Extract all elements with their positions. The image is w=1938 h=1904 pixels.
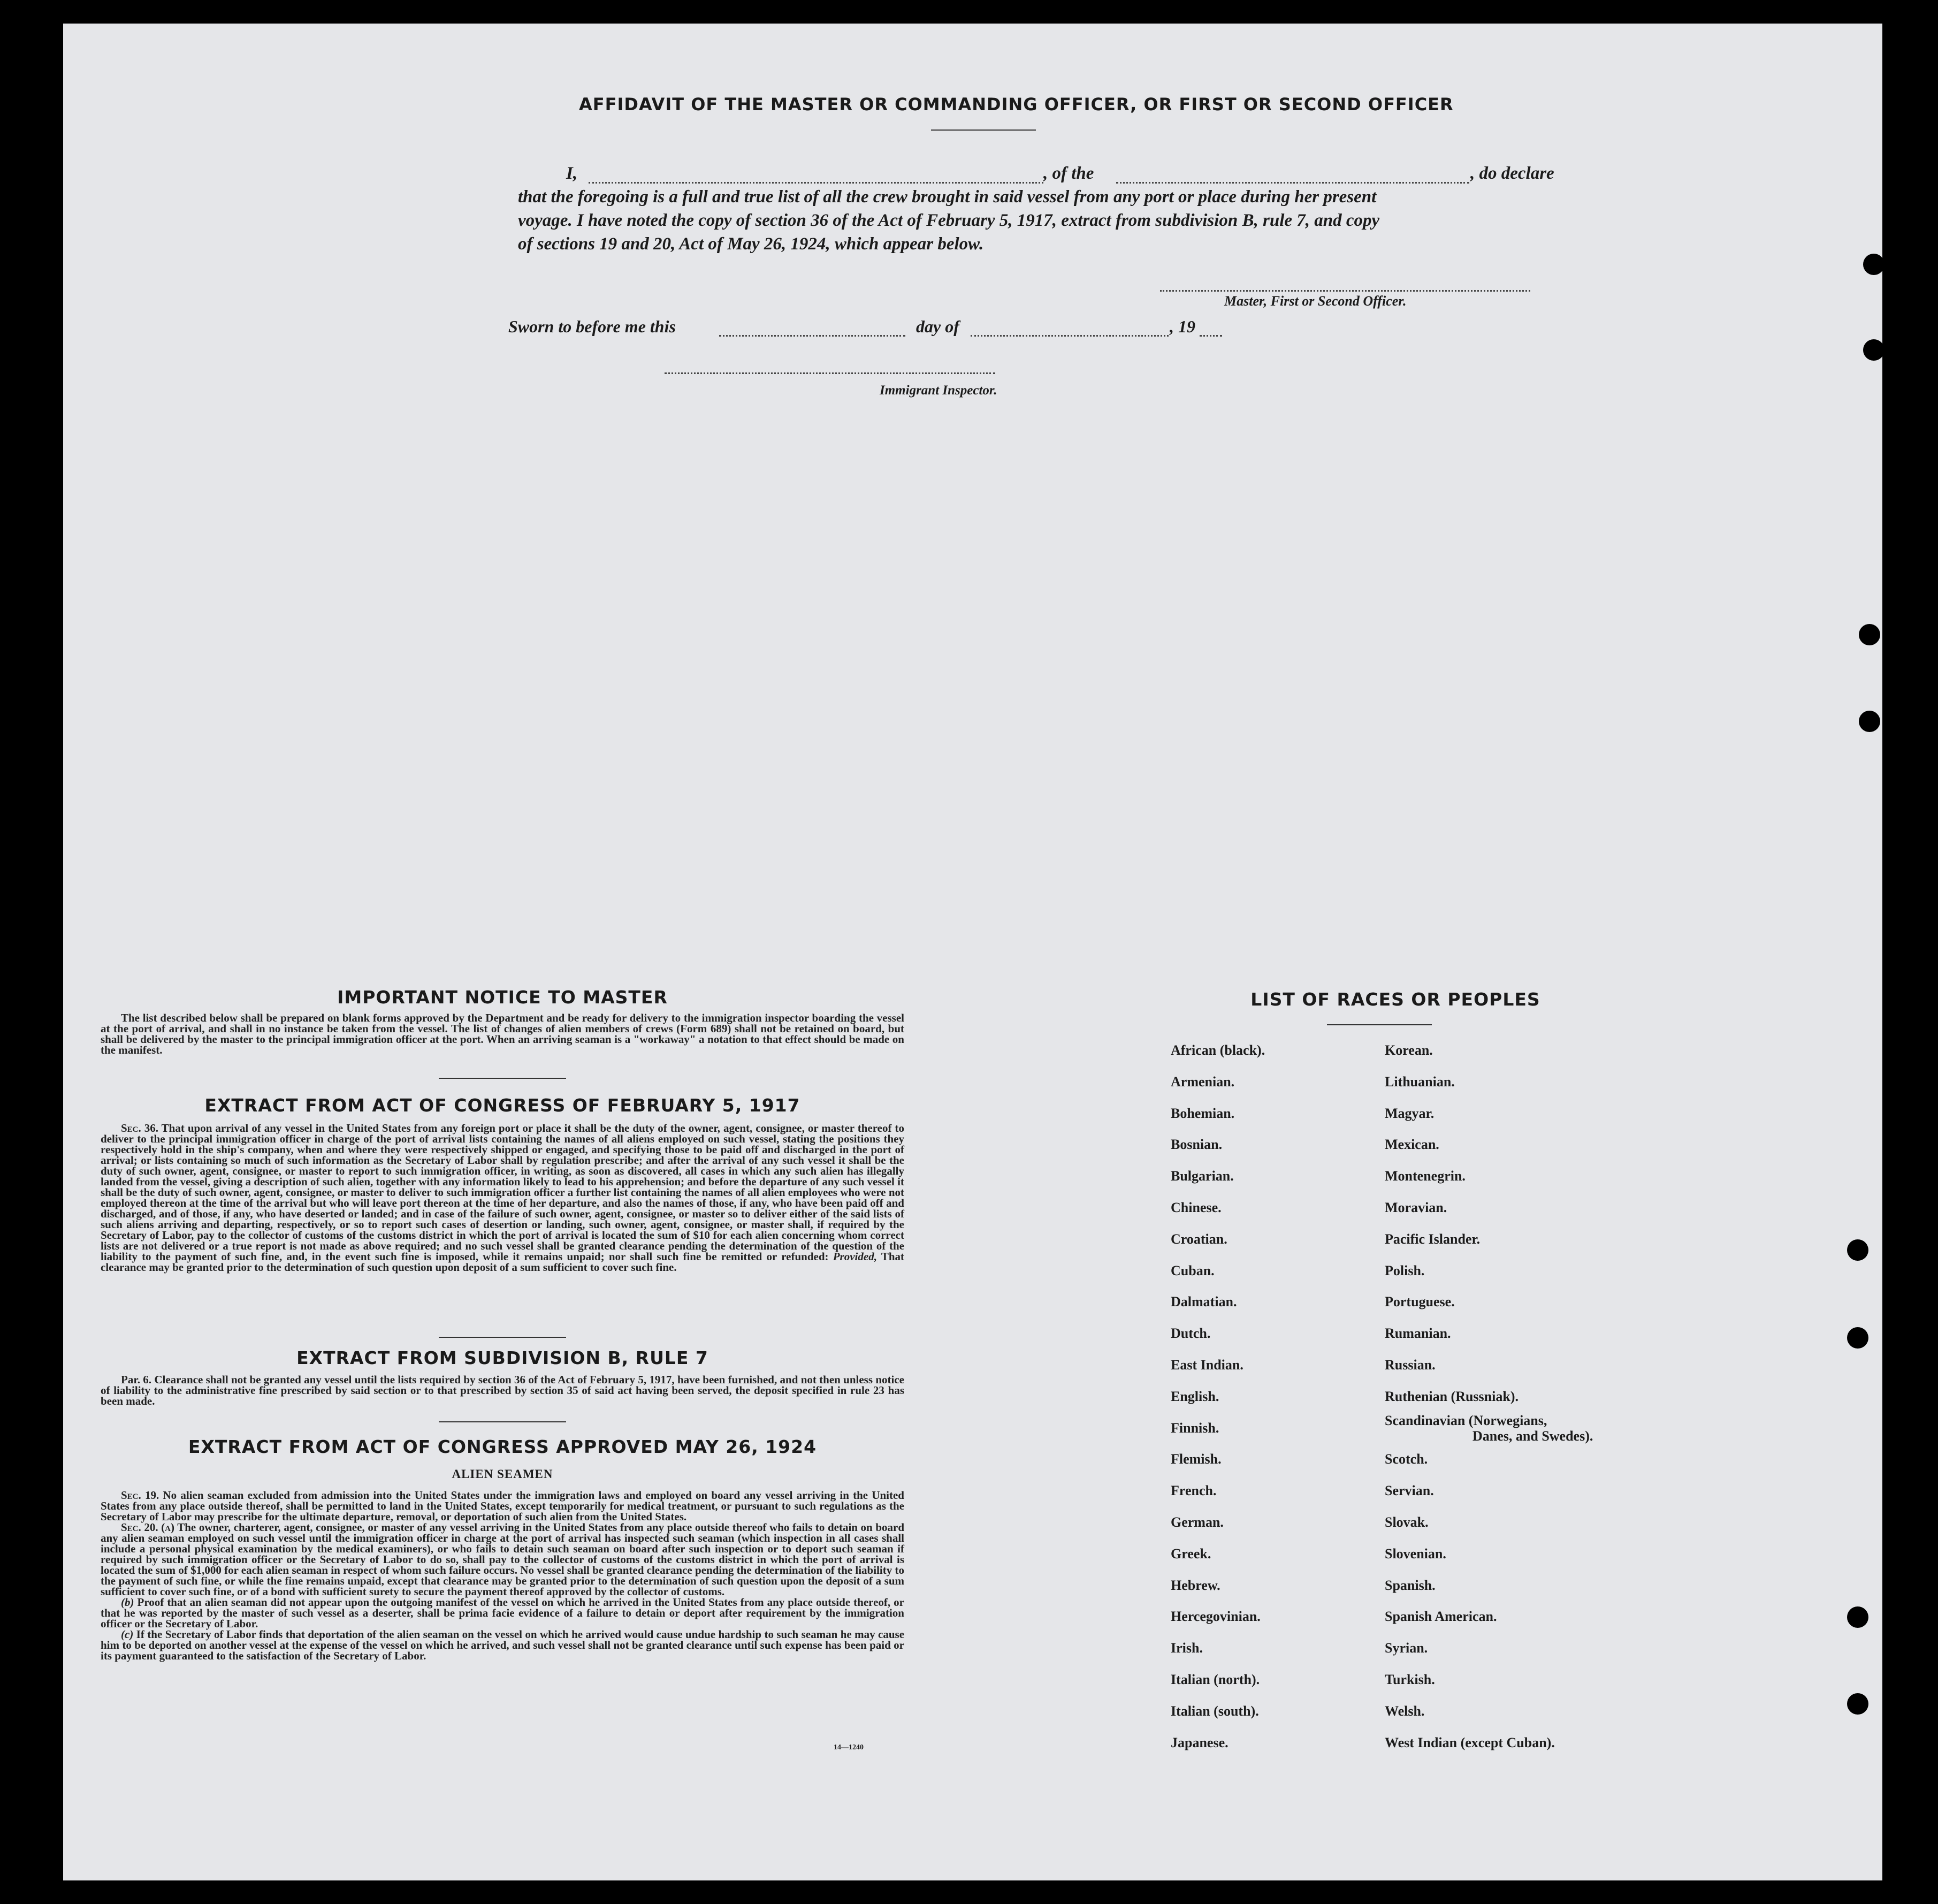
race-item: Scandinavian (Norwegians, bbox=[1385, 1412, 1547, 1428]
race-item: Japanese. bbox=[1171, 1734, 1229, 1750]
notice-paragraph: The list described below shall be prepared on blank forms approved by the Department and be ready for delivery to the immigration inspector boarding the vessel at the port of arrival, and shall in no instance be taken from the vessel. The list of changes of alien members of crews (Form 689) shall not be retained on board, but shall be delivered by the master to the principal immigration officer at the port. When an arriving seaman is a "workaway" a notation to that effect should be made on the manifest. bbox=[101, 1011, 904, 1056]
races-title-rule bbox=[1327, 1024, 1432, 1025]
section-36-text-end: That clearance may be granted prior to the determination of such question upon deposit of a sum sufficient to cover such fine. bbox=[101, 1250, 904, 1274]
manifest-page bbox=[63, 24, 1882, 1880]
race-item: West Indian (except Cuban). bbox=[1385, 1734, 1555, 1750]
binder-hole bbox=[1863, 339, 1884, 361]
race-item: English. bbox=[1171, 1388, 1219, 1404]
master-name-field[interactable] bbox=[589, 182, 1043, 184]
extract-1924-text bbox=[101, 1490, 904, 1661]
master-signature-field[interactable] bbox=[1160, 290, 1530, 292]
race-item: Welsh. bbox=[1385, 1703, 1425, 1719]
section-20c-paragraph bbox=[101, 1629, 904, 1661]
race-item: East Indian. bbox=[1171, 1357, 1243, 1373]
race-item: Servian. bbox=[1385, 1483, 1434, 1499]
race-item: African (black). bbox=[1171, 1042, 1265, 1058]
section-20b-paragraph bbox=[101, 1597, 904, 1629]
day-of-label: day of bbox=[916, 317, 959, 336]
binder-hole bbox=[1859, 711, 1880, 732]
binder-hole bbox=[1863, 254, 1884, 275]
extract-1917-title: EXTRACT FROM ACT OF CONGRESS OF FEBRUARY 5, 1917 bbox=[204, 1095, 800, 1116]
section-36-paragraph bbox=[101, 1123, 904, 1273]
extract-rule7-title: EXTRACT FROM SUBDIVISION B, RULE 7 bbox=[296, 1347, 708, 1368]
affidavit-line-4: of sections 19 and 20, Act of May 26, 1924, which appear below. bbox=[518, 234, 984, 254]
section-20a-text: The owner, charterer, agent, consignee, or master of any vessel arriving in the United States from any place outside thereof who fails to detain on board any alien seaman employed on such vessel until the immigration officer in charge at the port of arrival has inspected such seaman (which inspection in all cases shall include a personal physical examination by the medical examiners), or who fails to detain such seaman on board after such inspection or to deport such seaman if required by such immigration officer or the Secretary of Labor to do so, shall pay to the collector of customs of the customs district in which the port of arrival is located the sum of $1,000 for each alien seaman in respect of whom such failure occurs. No vessel shall be granted clearance pending the determination of the liability to the payment of such fine, or while the fine remains unpaid, except that clearance may be granted prior to the determination of such question upon the deposit of a sum sufficient to cover such fine, or of a bond with sufficient surety to secure the payment thereof approved by the collector of customs. bbox=[101, 1521, 904, 1598]
race-item: Flemish. bbox=[1171, 1451, 1222, 1467]
affidavit-of-the-label: , of the bbox=[1043, 164, 1094, 183]
race-item: Slovenian. bbox=[1385, 1545, 1446, 1562]
race-item: German. bbox=[1171, 1514, 1224, 1530]
race-item: French. bbox=[1171, 1483, 1217, 1499]
section-20a-paragraph bbox=[101, 1522, 904, 1597]
section-36-text: That upon arrival of any vessel in the United States from any foreign port or place it shall be the duty of the owner, agent, consignee, or master thereof to deliver to the principal immigration officer in charge of the port of arrival lists containing the names of all aliens employed on such vessel, stating the positions they respectively hold in the ship's company, when and where they were respectively shipped or engaged, and specifying those to be paid off and discharged in the port of arrival; or lists containing so much of such information as the Secretary of Labor shall by regulation prescribe; and after the arrival of any such vessel it shall be the duty of such owner, agent, consignee, or master to report to such immigration officer, in writing, as soon as discovered, all cases in which any such alien has illegally landed from the vessel, giving a description of such alien, together with any information likely to lead to his apprehension; and before the departure of any such vessel it shall be the duty of such owner, agent, consignee, or master to deliver to such immigration officer a further list containing the names of all alien employees who were not employed thereon at the time of the arrival but who will leave port thereon at the time of her departure, and also the names of those, if any, who have been paid off and discharged, and of those, if any, who have deserted or landed; and in case of the failure of such owner, agent, consignee, or master so to deliver either of the said lists of such aliens arriving and departing, respectively, or so to report such cases of desertion or landing, such owner, agent, consignee, or master shall, if required by the Secretary of Labor, pay to the collector of customs of the customs district in which the port of arrival is located the sum of $10 for each alien concerning whom correct lists are not delivered or a true report is not made as above required; and no such vessel shall be granted clearance pending the determination of the question of the liability to the payment of such fine, and, in the event such fine is imposed, while it remains unpaid; nor shall such fine be remitted or refunded: bbox=[101, 1122, 904, 1263]
affidavit-i-label: I, bbox=[566, 164, 578, 183]
extract-1917-rule bbox=[439, 1337, 566, 1338]
race-item: Hercegovinian. bbox=[1171, 1609, 1261, 1625]
year-label: , 19 bbox=[1170, 317, 1195, 336]
section-20a-label: Sec. 20. (a) bbox=[121, 1521, 175, 1534]
vessel-name-field[interactable] bbox=[1116, 182, 1469, 184]
race-item: Pacific Islander. bbox=[1385, 1231, 1481, 1247]
sworn-label: Sworn to before me this bbox=[508, 317, 676, 336]
race-item: Montenegrin. bbox=[1385, 1168, 1466, 1184]
race-item: Lithuanian. bbox=[1385, 1073, 1455, 1090]
race-right-extra: Danes, and Swedes). bbox=[1472, 1428, 1593, 1444]
race-item: Turkish. bbox=[1385, 1672, 1435, 1687]
race-item: Russian. bbox=[1385, 1357, 1436, 1373]
races-title: LIST OF RACES OR PEOPLES bbox=[1250, 989, 1540, 1010]
affidavit-do-declare-label: , do declare bbox=[1470, 164, 1554, 183]
sworn-year-field[interactable] bbox=[1200, 335, 1222, 337]
section-20b-label: (b) bbox=[121, 1596, 134, 1609]
binder-hole bbox=[1847, 1239, 1868, 1261]
provided-label: Provided, bbox=[833, 1250, 877, 1263]
affidavit-line-2: that the foregoing is a full and true list of all the crew brought in said vessel from any port or place during her present bbox=[518, 187, 1377, 207]
section-20b-text: Proof that an alien seaman did not appear upon the outgoing manifest of the vessel on which he arrived in the United States from any place outside thereof, or that he was reported by the master of such vessel as a deserter, shall be prima facie evidence of a failure to detain or deport after requirement by the immigration officer or the Secretary of Labor. bbox=[101, 1596, 905, 1630]
race-item: Syrian. bbox=[1385, 1640, 1428, 1656]
section-19-text: No alien seaman excluded from admission into the United States under the immigration laws and employed on board any vessel arriving in the United States from any place outside thereof, shall be permitted to land in the United States, except temporarily for medical treatment, or pursuant to such regulations as the Secretary of Labor may prescribe for the ultimate departure, removal, or deportation of such alien from the United States. bbox=[101, 1489, 904, 1523]
race-item: Bosnian. bbox=[1171, 1137, 1223, 1153]
paragraph-6: Par. 6. Clearance shall not be granted any vessel until the lists required by section 36 of the Act of February 5, 1917, have been furnished, and not then unless notice of liability to the administrative fine prescribed by said section or to that prescribed by section 35 of said act having been served, the deposit specified in rule 23 has been made. bbox=[101, 1373, 904, 1407]
section-19-label: Sec. 19. bbox=[121, 1489, 159, 1502]
race-item: Korean. bbox=[1385, 1042, 1433, 1058]
extract-rule7-text bbox=[101, 1374, 904, 1406]
race-item: Finnish. bbox=[1171, 1420, 1219, 1436]
race-item: Polish. bbox=[1385, 1262, 1425, 1278]
race-item: Italian (south). bbox=[1171, 1703, 1259, 1719]
race-item: Irish. bbox=[1171, 1640, 1203, 1656]
notice-rule bbox=[439, 1078, 566, 1079]
race-item: Chinese. bbox=[1171, 1200, 1222, 1215]
notice-title: IMPORTANT NOTICE TO MASTER bbox=[337, 987, 668, 1008]
race-item: Spanish American. bbox=[1385, 1609, 1497, 1625]
section-36-label: Sec. 36. bbox=[121, 1122, 159, 1134]
race-item: Armenian. bbox=[1171, 1073, 1235, 1090]
sworn-month-field[interactable] bbox=[971, 335, 1169, 337]
race-item: Croatian. bbox=[1171, 1231, 1227, 1247]
race-item: Moravian. bbox=[1385, 1200, 1447, 1215]
inspector-signature-label: Immigrant Inspector. bbox=[880, 383, 997, 398]
race-item: Bulgarian. bbox=[1171, 1168, 1234, 1184]
section-19-paragraph bbox=[101, 1490, 904, 1522]
race-item: Dutch. bbox=[1171, 1326, 1211, 1342]
affidavit-line-3: voyage. I have noted the copy of section 36 of the Act of February 5, 1917, extract from subdivision B, rule 7, and copy bbox=[518, 211, 1380, 230]
race-item: Scotch. bbox=[1385, 1451, 1428, 1467]
master-signature-label: Master, First or Second Officer. bbox=[1224, 293, 1407, 309]
race-item: Mexican. bbox=[1385, 1137, 1439, 1153]
binder-hole bbox=[1859, 624, 1880, 645]
race-item: Hebrew. bbox=[1171, 1577, 1220, 1593]
section-20c-text: If the Secretary of Labor finds that deportation of the alien seaman on the vessel on which he arrived would cause undue hardship to such seaman he may cause him to be deported on another vessel at the expense of the vessel on which he arrived, and such vessel shall not be granted clearance until such expense has been paid or its payment guaranteed to the satisfaction of the Secretary of Labor. bbox=[101, 1628, 905, 1662]
extract-1924-subtitle: ALIEN SEAMEN bbox=[452, 1467, 553, 1481]
binder-hole bbox=[1847, 1606, 1868, 1628]
race-item: Rumanian. bbox=[1385, 1326, 1451, 1342]
affidavit-title: AFFIDAVIT OF THE MASTER OR COMMANDING OFFICER, OR FIRST OR SECOND OFFICER bbox=[579, 94, 1454, 115]
race-item: Italian (north). bbox=[1171, 1672, 1260, 1687]
race-item: Slovak. bbox=[1385, 1514, 1429, 1530]
extract-1917-text bbox=[101, 1123, 904, 1273]
race-item: Bohemian. bbox=[1171, 1105, 1235, 1121]
binder-hole bbox=[1847, 1693, 1868, 1715]
inspector-signature-field[interactable] bbox=[665, 372, 995, 374]
affidavit-title-rule bbox=[931, 130, 1036, 131]
sworn-day-field[interactable] bbox=[719, 335, 905, 337]
extract-rule7-rule bbox=[439, 1421, 566, 1422]
race-item: Dalmatian. bbox=[1171, 1294, 1237, 1310]
race-item: Cuban. bbox=[1171, 1262, 1215, 1278]
race-item: Spanish. bbox=[1385, 1577, 1436, 1593]
race-item: Greek. bbox=[1171, 1545, 1211, 1562]
extract-1924-title: EXTRACT FROM ACT OF CONGRESS APPROVED MAY 26, 1924 bbox=[188, 1436, 817, 1457]
binder-hole bbox=[1847, 1327, 1868, 1349]
race-item: Magyar. bbox=[1385, 1105, 1435, 1121]
notice-text bbox=[101, 1012, 904, 1055]
race-item: Portuguese. bbox=[1385, 1294, 1455, 1310]
race-item: Ruthenian (Russniak). bbox=[1385, 1388, 1519, 1404]
section-20c-label: (c) bbox=[121, 1628, 134, 1641]
form-number: 14—1240 bbox=[834, 1743, 864, 1751]
